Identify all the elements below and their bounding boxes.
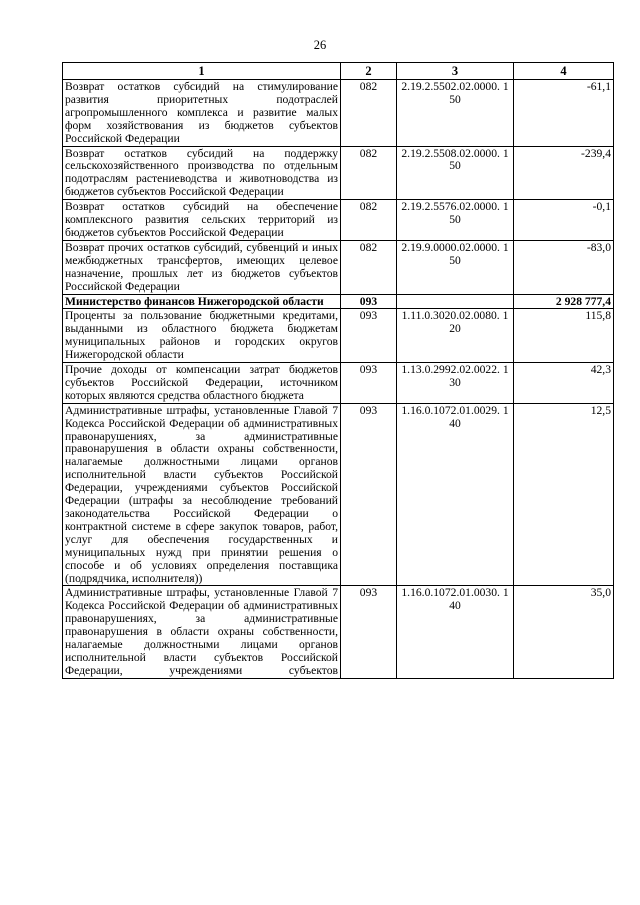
classification-code-cell xyxy=(397,294,514,309)
amount-cell: 12,5 xyxy=(514,403,614,586)
table-body xyxy=(63,80,614,679)
table-row xyxy=(63,403,614,586)
admin-code-cell: 082 xyxy=(341,80,397,147)
classification-code-cell: 1.16.0.1072.01.0029. 140 xyxy=(397,403,514,586)
page-number: 26 xyxy=(313,38,327,52)
table-row xyxy=(63,294,614,309)
name-cell: Возврат прочих остатков субсидий, субвенций и иных межбюджетных трансфертов, имеющих целевое назначение, прошлых лет из бюджетов субъектов Российской Федерации xyxy=(63,240,341,294)
amount-cell: 35,0 xyxy=(514,586,614,678)
table-row xyxy=(63,309,614,363)
name-cell: Возврат остатков субсидий на поддержку сельскохозяйственного производства по отдельным подотраслям растениеводства и животноводства из бюджетов субъектов Российской Федерации xyxy=(63,146,341,200)
table-row xyxy=(63,363,614,404)
amount-cell: -61,1 xyxy=(514,80,614,147)
amount-cell: 42,3 xyxy=(514,363,614,404)
table-row xyxy=(63,80,614,147)
classification-code-cell: 1.16.0.1072.01.0030. 140 xyxy=(397,586,514,678)
admin-code-cell: 082 xyxy=(341,240,397,294)
table-row xyxy=(63,146,614,200)
column-header-1: 1 xyxy=(63,63,341,80)
name-cell: Министерство финансов Нижегородской области xyxy=(63,294,341,309)
table-row xyxy=(63,586,614,678)
column-header-2: 2 xyxy=(341,63,397,80)
name-cell: Прочие доходы от компенсации затрат бюджетов субъектов Российской Федерации, источником которых являются средства областного бюджета xyxy=(63,363,341,404)
column-header-3: 3 xyxy=(397,63,514,80)
table-header-row xyxy=(63,63,614,80)
classification-code-cell: 1.13.0.2992.02.0022. 130 xyxy=(397,363,514,404)
classification-code-cell: 2.19.2.5576.02.0000. 150 xyxy=(397,200,514,241)
amount-cell: 2 928 777,4 xyxy=(514,294,614,309)
admin-code-cell: 093 xyxy=(341,309,397,363)
amount-cell: -239,4 xyxy=(514,146,614,200)
classification-code-cell: 2.19.9.0000.02.0000. 150 xyxy=(397,240,514,294)
column-header-4: 4 xyxy=(514,63,614,80)
classification-code-cell: 2.19.2.5502.02.0000. 150 xyxy=(397,80,514,147)
classification-code-cell: 2.19.2.5508.02.0000. 150 xyxy=(397,146,514,200)
admin-code-cell: 093 xyxy=(341,403,397,586)
admin-code-cell: 082 xyxy=(341,146,397,200)
amount-cell: -0,1 xyxy=(514,200,614,241)
amount-cell: -83,0 xyxy=(514,240,614,294)
table-row xyxy=(63,240,614,294)
name-cell: Проценты за пользование бюджетными кредитами, выданными из областного бюджета бюджетам муниципальных районов и городских округов Нижегородской области xyxy=(63,309,341,363)
name-cell: Возврат остатков субсидий на стимулирование развития приоритетных подотраслей агропромышленного комплекса и развитие малых форм хозяйствования из бюджетов субъектов Российской Федерации xyxy=(63,80,341,147)
name-cell: Административные штрафы, установленные Главой 7 Кодекса Российской Федерации об административных правонарушениях, за административные правонарушения в области охраны собственности, налагаемые должностными лицами органов исполнительной власти субъектов Российской Федерации, учреждениями субъектов Российской Федерации (штрафы за несоблюдение требований законодательства Российской Федерации о контрактной системе в сфере закупок товаров, работ, услуг для обеспечения государственных и муниципальных нужд при принятии решения о способе и об условиях определения поставщика (подрядчика, исполнителя)) xyxy=(63,403,341,586)
name-cell: Возврат остатков субсидий на обеспечение комплексного развития сельских территорий из бюджетов субъектов Российской Федерации xyxy=(63,200,341,241)
table-row xyxy=(63,200,614,241)
admin-code-cell: 093 xyxy=(341,586,397,678)
name-cell: Административные штрафы, установленные Главой 7 Кодекса Российской Федерации об административных правонарушениях, за административные правонарушения в области охраны собственности, налагаемые должностными лицами органов исполнительной власти субъектов Российской Федерации, учреждениями субъектов xyxy=(63,586,341,678)
budget-revenue-table xyxy=(62,62,614,679)
classification-code-cell: 1.11.0.3020.02.0080. 120 xyxy=(397,309,514,363)
admin-code-cell: 082 xyxy=(341,200,397,241)
admin-code-cell: 093 xyxy=(341,294,397,309)
amount-cell: 115,8 xyxy=(514,309,614,363)
admin-code-cell: 093 xyxy=(341,363,397,404)
